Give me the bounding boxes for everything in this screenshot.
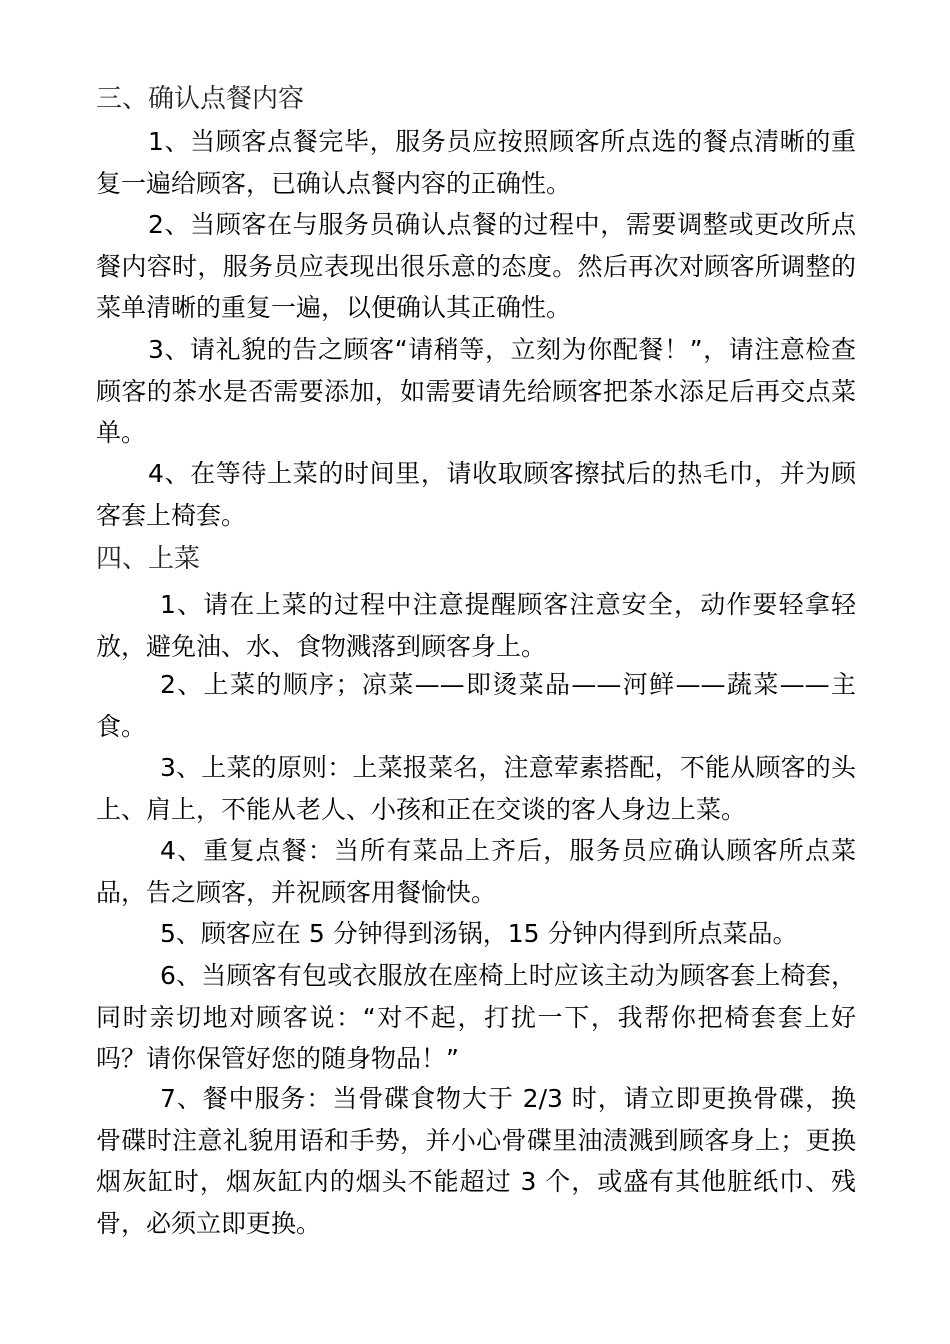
paragraph-4-5: 5、顾客应在 5 分钟得到汤锅，15 分钟内得到所点菜品。	[160, 919, 798, 948]
paragraph-3-3: 3、请礼貌的告之顾客“请稍等，立刻为你配餐！”，请注意检查顾客的茶水是否需要添加，如需要请先给顾客把茶水添足后再交点菜单。	[96, 335, 856, 447]
paragraph-3-2: 2、当顾客在与服务员确认点餐的过程中，需要调整或更改所点餐内容时，服务员应表现出很乐意的态度。然后再次对顾客所调整的菜单清晰的重复一遍，以便确认其正确性。	[96, 210, 856, 322]
paragraph-4-7: 7、餐中服务：当骨碟食物大于 2/3 时，请立即更换骨碟，换骨碟时注意礼貌用语和手势，并小心骨碟里油渍溅到顾客身上；更换烟灰缸时，烟灰缸内的烟头不能超过 3 个，或盛有其他脏纸巾、残骨，必须立即更换。	[96, 1084, 856, 1238]
paragraph-4-3: 3、上菜的原则：上菜报菜名，注意荤素搭配，不能从顾客的头上、肩上，不能从老人、小孩和正在交谈的客人身边上菜。	[96, 753, 856, 824]
paragraph-3-1: 1、当顾客点餐完毕，服务员应按照顾客所点选的餐点清晰的重复一遍给顾客，已确认点餐内容的正确性。	[96, 127, 856, 198]
paragraph-4-2: 2、上菜的顺序；凉菜——即烫菜品——河鲜——蔬菜——主食。	[96, 670, 856, 741]
paragraph-3-4: 4、在等待上菜的时间里，请收取顾客擦拭后的热毛巾，并为顾客套上椅套。	[96, 459, 856, 530]
paragraph-4-6: 6、当顾客有包或衣服放在座椅上时应该主动为顾客套上椅套，同时亲切地对顾客说：“对不起，打扰一下，我帮你把椅套套上好吗？请你保管好您的随身物品！”	[96, 961, 856, 1073]
paragraph-4-4: 4、重复点餐：当所有菜品上齐后，服务员应确认顾客所点菜品，告之顾客，并祝顾客用餐愉快。	[96, 836, 856, 907]
section-heading-confirm-order: 三、确认点餐内容	[96, 84, 305, 114]
section-heading-serve-dishes: 四、上菜	[96, 544, 201, 574]
paragraph-4-1: 1、请在上菜的过程中注意提醒顾客注意安全，动作要轻拿轻放，避免油、水、食物溅落到顾客身上。	[96, 590, 856, 661]
